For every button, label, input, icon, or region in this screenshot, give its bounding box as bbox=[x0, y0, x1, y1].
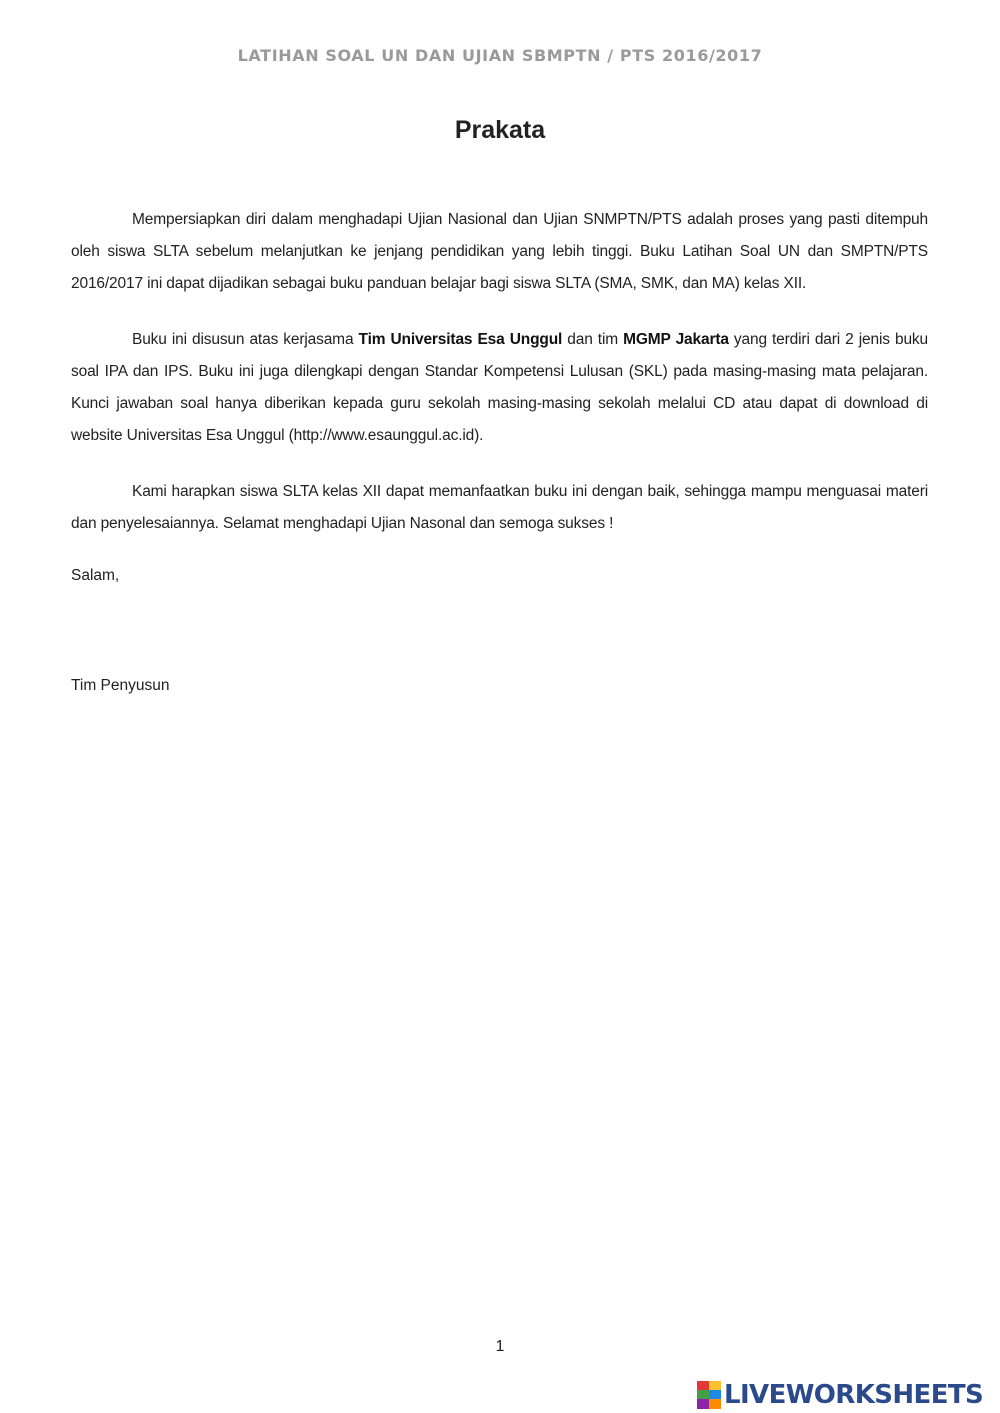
signature: Tim Penyusun bbox=[71, 677, 170, 694]
logo-square bbox=[697, 1381, 709, 1390]
logo-square bbox=[709, 1390, 721, 1399]
logo-square bbox=[697, 1390, 709, 1399]
logo-square bbox=[709, 1399, 721, 1409]
paragraph-collaboration-text: dan tim bbox=[562, 331, 624, 348]
running-header: LATIHAN SOAL UN DAN UJIAN SBMPTN / PTS 2016/2017 bbox=[237, 46, 763, 65]
paragraph-collaboration-text: yang terdiri dari 2 jenis buku soal IPA dan IPS. Buku ini juga dilengkapi dengan Standar Kompetensi Lulusan (SKL) pada masing-masing mata pelajaran. Kunci jawaban soal hanya diberikan kepada guru sekolah masing-masing sekolah melalui CD atau dapat di download di website Universitas Esa Unggul (http://www.esaunggul.ac.id). bbox=[71, 331, 928, 444]
logo-square bbox=[709, 1381, 721, 1390]
liveworksheets-logo-icon bbox=[697, 1381, 721, 1409]
document-body bbox=[71, 204, 928, 564]
university-team-name: Tim Universitas Esa Unggul bbox=[358, 331, 563, 348]
logo-square bbox=[697, 1399, 709, 1409]
paragraph-collaboration-text: Buku ini disusun atas kerjasama bbox=[132, 331, 359, 348]
liveworksheets-watermark[interactable] bbox=[697, 1378, 983, 1412]
paragraph-intro: Mempersiapkan diri dalam menghadapi Ujian Nasional dan Ujian SNMPTN/PTS adalah proses yang pasti ditempuh oleh siswa SLTA sebelum melanjutkan ke jenjang pendidikan yang lebih tinggi. Buku Latihan Soal UN dan SMPTN/PTS 2016/2017 ini dapat dijadikan sebagai buku panduan belajar bagi siswa SLTA (SMA, SMK, dan MA) kelas XII. bbox=[71, 211, 928, 292]
liveworksheets-wordmark: LIVEWORKSHEETS bbox=[724, 1380, 984, 1410]
mgmp-team-name: MGMP Jakarta bbox=[623, 331, 729, 348]
salutation: Salam, bbox=[71, 567, 120, 584]
paragraph-collaboration bbox=[71, 324, 928, 452]
page-title: Prakata bbox=[454, 116, 546, 144]
page-number: 1 bbox=[495, 1338, 505, 1355]
paragraph-closing: Kami harapkan siswa SLTA kelas XII dapat memanfaatkan buku ini dengan baik, sehingga mampu menguasai materi dan penyelesaiannya. Selamat menghadapi Ujian Nasonal dan semoga sukses ! bbox=[71, 483, 928, 532]
